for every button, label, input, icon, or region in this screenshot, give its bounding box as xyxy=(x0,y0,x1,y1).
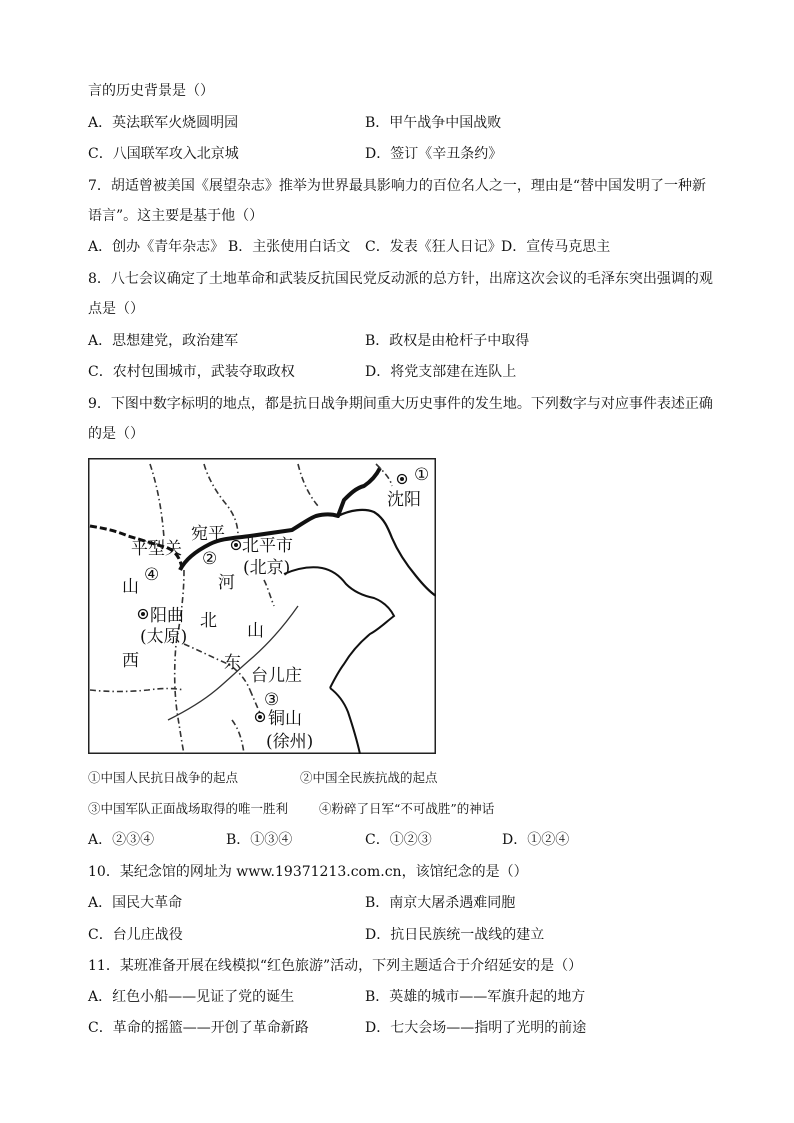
label-shan-shanxi: 山 xyxy=(122,577,139,597)
map-frame xyxy=(89,459,436,754)
q7-stem-line1: 7．胡适曾被美国《展望杂志》推举为世界最具影响力的百位名人之一，理由是“替中国发明了一种新 xyxy=(88,178,707,194)
q9-option-b[interactable]: B．①③④ xyxy=(226,832,293,848)
label-tongshan: 铜山 xyxy=(268,709,302,729)
q10-option-a[interactable]: A．国民大革命 xyxy=(88,895,183,911)
q10-option-c[interactable]: C．台儿庄战役 xyxy=(88,927,183,943)
label-taiyuan: (太原) xyxy=(140,627,188,647)
label-n4: ④ xyxy=(144,565,160,585)
q9-map xyxy=(88,458,436,754)
q7-option-a[interactable]: A．创办《青年杂志》 xyxy=(88,239,225,255)
q11-option-d[interactable]: D．七大会场——指明了光明的前途 xyxy=(365,1020,587,1036)
q9-stem-line1: 9．下图中数字标明的地点，都是抗日战争期间重大历史事件的发生地。下列数字与对应事件表述正确 xyxy=(88,396,713,412)
label-xi: 西 xyxy=(122,651,139,671)
q11-stem: 11．某班准备开展在线模拟“红色旅游”活动，下列主题适合于介绍延安的是（） xyxy=(88,958,583,974)
label-taierzhuang: 台儿庄 xyxy=(251,666,302,686)
q9-option-c[interactable]: C．①②③ xyxy=(365,832,432,848)
label-n2: ② xyxy=(202,549,218,569)
q10-option-b[interactable]: B．南京大屠杀遇难同胞 xyxy=(365,895,516,911)
q8-stem-line2: 点是（） xyxy=(88,301,144,317)
q9-caption-4: ④粉碎了日军“不可战胜”的神话 xyxy=(319,801,495,816)
q8-option-d[interactable]: D．将党支部建在连队上 xyxy=(365,364,517,380)
label-n1: ① xyxy=(414,465,430,485)
q9-option-a[interactable]: A．②③④ xyxy=(88,832,155,848)
q9-option-d[interactable]: D．①②④ xyxy=(502,832,570,848)
q7-option-b[interactable]: B．主张使用白话文 xyxy=(228,239,351,255)
label-xuzhou: (徐州) xyxy=(266,732,314,752)
q6-stem-tail: 言的历史背景是（） xyxy=(88,83,214,99)
q6-option-a[interactable]: A．英法联军火烧圆明园 xyxy=(88,115,239,131)
marker-tongshan xyxy=(256,713,265,722)
q11-option-c[interactable]: C．革命的摇篮——开创了革命新路 xyxy=(88,1020,309,1036)
marker-yangqu xyxy=(139,610,148,619)
q8-option-a[interactable]: A．思想建党，政治建军 xyxy=(88,333,239,349)
q6-option-c[interactable]: C．八国联军攻入北京城 xyxy=(88,146,239,162)
label-shenyang: 沈阳 xyxy=(387,490,421,510)
q10-option-d[interactable]: D．抗日民族统一战线的建立 xyxy=(365,927,545,943)
q9-caption-1: ①中国人民抗日战争的起点 xyxy=(88,770,239,785)
q6-option-d[interactable]: D．签订《辛丑条约》 xyxy=(365,146,503,162)
q11-option-b[interactable]: B．英雄的城市——军旗升起的地方 xyxy=(365,989,586,1005)
label-bei: 北 xyxy=(200,611,217,631)
label-n3: ③ xyxy=(264,690,280,710)
label-shan-shandong: 山 xyxy=(247,621,264,641)
q7-option-c[interactable]: C．发表《狂人日记》 xyxy=(365,239,502,255)
label-wanping: 宛平 xyxy=(191,524,225,544)
label-yangqu: 阳曲 xyxy=(150,606,184,626)
q6-option-b[interactable]: B．甲午战争中国战败 xyxy=(365,115,502,131)
q8-option-c[interactable]: C．农村包围城市，武装夺取政权 xyxy=(88,364,295,380)
q10-stem: 10．某纪念馆的网址为 www.19371213.com.cn，该馆纪念的是（） xyxy=(88,864,528,880)
label-dong: 东 xyxy=(224,653,241,673)
marker-shenyang xyxy=(398,475,407,484)
q7-option-d[interactable]: D．宣传马克思主 xyxy=(501,239,611,255)
q8-option-b[interactable]: B．政权是由枪杆子中取得 xyxy=(365,333,530,349)
marker-beiping xyxy=(232,541,241,550)
q7-stem-line2: 语言”。这主要是基于他（） xyxy=(88,208,264,224)
q9-caption-2: ②中国全民族抗战的起点 xyxy=(300,770,438,785)
label-pingxingguan: 平型关 xyxy=(131,539,182,559)
q9-map-svg xyxy=(88,458,436,754)
label-beijing: (北京) xyxy=(243,558,291,578)
q9-caption-3: ③中国军队正面战场取得的唯一胜利 xyxy=(88,801,289,816)
q9-stem-line2: 的是（） xyxy=(88,426,144,442)
label-beiping: 北平市 xyxy=(242,536,293,556)
label-he: 河 xyxy=(218,573,235,593)
q11-option-a[interactable]: A．红色小船——见证了党的诞生 xyxy=(88,989,295,1005)
q8-stem-line1: 8．八七会议确定了土地革命和武装反抗国民党反动派的总方针，出席这次会议的毛泽东突出强调的观 xyxy=(88,271,713,287)
